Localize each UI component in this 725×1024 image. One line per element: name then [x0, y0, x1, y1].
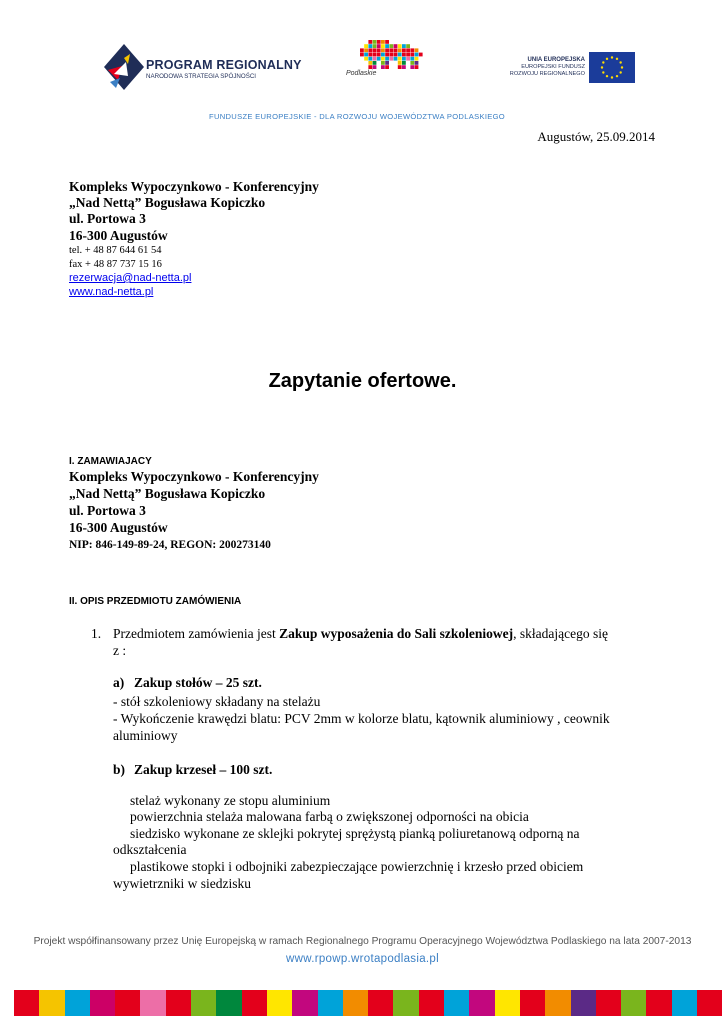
bison-tile — [377, 44, 381, 48]
eu-star — [619, 61, 621, 63]
section-2-heading: II. OPIS PRZEDMIOTU ZAMÓWIENIA — [69, 596, 242, 607]
eu-flag-icon — [589, 52, 635, 83]
item-b-line-5: plastikowe stopki i odbojniki zabezpieczające powierzchnię i krzesło przed obiciem — [130, 859, 584, 874]
bison-tile — [415, 48, 419, 52]
bison-tile — [402, 44, 406, 48]
buyer-line-1: Kompleks Wypoczynkowo - Konferencyjny — [69, 469, 319, 484]
bison-tile — [398, 57, 402, 61]
bison-tile — [373, 53, 377, 57]
item-a-label: a) — [113, 675, 125, 690]
stripe-block — [318, 990, 343, 1016]
item-a-title: Zakup stołów – 25 szt. — [134, 675, 262, 690]
bison-tile — [394, 48, 398, 52]
bison-tile — [373, 48, 377, 52]
bison-tile — [406, 48, 410, 52]
section-1-heading: I. ZAMAWIAJACY — [69, 456, 152, 467]
item-b-line-1: stelaż wykonany ze stopu aluminium — [130, 793, 331, 808]
bison-tile — [410, 53, 414, 57]
bison-tile — [402, 61, 406, 65]
bison-tile — [364, 57, 368, 61]
item-b-title: Zakup krzeseł – 100 szt. — [134, 762, 273, 777]
bison-tile — [368, 48, 372, 52]
bison-tile — [381, 48, 385, 52]
email-link[interactable]: rezerwacja@nad-netta.pl — [69, 272, 192, 284]
eu-star — [602, 61, 604, 63]
bison-tile — [381, 40, 385, 44]
bison-tile — [419, 53, 423, 57]
eu-star — [621, 66, 623, 68]
bison-tile — [381, 44, 385, 48]
sender-fax: fax + 48 87 737 15 16 — [69, 259, 162, 270]
bison-tile — [377, 40, 381, 44]
item-1-continuation: z : — [113, 643, 127, 658]
bison-tile — [406, 44, 410, 48]
eu-star — [619, 71, 621, 73]
bison-tile — [394, 44, 398, 48]
document-date: Augustów, 25.09.2014 — [537, 129, 655, 144]
stripe-block — [140, 990, 165, 1016]
stripe-block — [672, 990, 697, 1016]
bison-tile — [410, 48, 414, 52]
item-1-pre: Przedmiotem zamówienia jest — [113, 626, 280, 641]
bison-tile — [368, 53, 372, 57]
footer-cofinancing-text: Projekt współfinansowany przez Unię Europejską w ramach Regionalnego Programu Operacyjnego Województwa Podlaskiego na lata 2007-2013 — [33, 936, 692, 947]
bison-tile — [368, 65, 372, 69]
footer-color-stripe — [14, 990, 722, 1016]
eu-fund-label — [493, 57, 585, 78]
bison-tile — [394, 57, 398, 61]
bison-tile — [373, 61, 377, 65]
stripe-block — [267, 990, 292, 1016]
stripe-block — [65, 990, 90, 1016]
bison-tile — [381, 61, 385, 65]
stripe-block — [545, 990, 570, 1016]
eu-star — [601, 66, 603, 68]
bison-tile — [368, 61, 372, 65]
item-1-post: , składającego się — [513, 626, 608, 641]
item-1-text — [113, 626, 608, 643]
bison-tile — [410, 57, 414, 61]
bison-tile — [381, 65, 385, 69]
buyer-line-4: 16-300 Augustów — [69, 520, 168, 535]
stripe-block — [216, 990, 241, 1016]
bison-tile — [385, 44, 389, 48]
bison-tile — [406, 53, 410, 57]
bison-tile — [373, 44, 377, 48]
stripe-block — [242, 990, 267, 1016]
bison-tile — [364, 44, 368, 48]
bison-tile — [402, 65, 406, 69]
stripe-block — [697, 990, 722, 1016]
item-b-line-3: siedzisko wykonane ze sklejki pokrytej sprężystą pianką poliuretanową odporną na — [130, 826, 580, 841]
website-link[interactable]: www.nad-netta.pl — [69, 286, 154, 298]
bison-tile — [381, 57, 385, 61]
stripe-block — [90, 990, 115, 1016]
bison-tile — [381, 53, 385, 57]
bison-tile — [377, 53, 381, 57]
bison-tile — [373, 57, 377, 61]
buyer-nip-regon: NIP: 846-149-89-24, REGON: 200273140 — [69, 539, 271, 551]
buyer-line-2: „Nad Nettą” Bogusława Kopiczko — [69, 486, 266, 501]
bison-tile — [402, 53, 406, 57]
program-title: PROGRAM REGIONALNY — [146, 58, 302, 72]
stripe-block — [571, 990, 596, 1016]
bison-tile — [373, 65, 377, 69]
sender-line-1: Kompleks Wypoczynkowo - Konferencyjny — [69, 179, 319, 194]
stripe-block — [621, 990, 646, 1016]
stripe-block — [444, 990, 469, 1016]
buyer-line-3: ul. Portowa 3 — [69, 503, 146, 518]
bison-tile — [389, 44, 393, 48]
eu-star — [611, 76, 613, 78]
bison-tile — [389, 48, 393, 52]
item-1-bold: Zakup wyposażenia do Sali szkoleniowej — [279, 626, 514, 641]
item-b-line-4: odkształcenia — [113, 842, 187, 857]
bison-tile — [373, 40, 377, 44]
stripe-block — [520, 990, 545, 1016]
sender-line-2: „Nad Nettą” Bogusława Kopiczko — [69, 195, 266, 210]
item-1-number: 1. — [91, 626, 102, 641]
stripe-block — [596, 990, 621, 1016]
stripe-block — [368, 990, 393, 1016]
stripe-block — [646, 990, 671, 1016]
bison-tile — [398, 61, 402, 65]
stripe-block — [14, 990, 39, 1016]
bison-tile — [360, 53, 364, 57]
stripe-block — [495, 990, 520, 1016]
bison-tile — [377, 57, 381, 61]
eu-star — [606, 58, 608, 60]
program-regionalny-logo-icon — [104, 44, 144, 90]
stripe-block — [191, 990, 216, 1016]
item-a-line-3: aluminiowy — [113, 728, 178, 743]
bison-tile — [385, 65, 389, 69]
eu-line-2: EUROPEJSKI FUNDUSZ — [521, 64, 585, 70]
eu-line-3: ROZWOJU REGIONALNEGO — [509, 71, 585, 77]
bison-tile — [415, 53, 419, 57]
bison-tile — [360, 48, 364, 52]
bison-tile — [368, 44, 372, 48]
sender-line-3: ul. Portowa 3 — [69, 211, 146, 226]
bison-tile — [389, 53, 393, 57]
bison-tile — [398, 44, 402, 48]
item-a-line-2: - Wykończenie krawędzi blatu: PCV 2mm w kolorze blatu, kątownik aluminiowy , ceownik — [113, 711, 610, 726]
bison-tile — [377, 48, 381, 52]
stripe-block — [393, 990, 418, 1016]
bison-tile — [394, 53, 398, 57]
bison-tile — [398, 48, 402, 52]
item-b-line-2: powierzchnia stelaża malowana farbą o zwiększonej odporności na obicia — [130, 809, 529, 824]
eu-star — [602, 71, 604, 73]
bison-tile — [364, 53, 368, 57]
bison-tile — [368, 40, 372, 44]
stripe-block — [292, 990, 317, 1016]
sender-tel: tel. + 48 87 644 61 54 — [69, 245, 162, 256]
eu-star — [611, 56, 613, 58]
program-subtitle: NARODOWA STRATEGIA SPÓJNOŚCI — [146, 73, 257, 80]
bison-tile — [402, 48, 406, 52]
podlaskie-label: Podlaskie — [346, 70, 377, 77]
tagline: FUNDUSZE EUROPEJSKIE - DLA ROZWOJU WOJEWÓDZTWA PODLASKIEGO — [209, 112, 506, 121]
eu-line-1: UNIA EUROPEJSKA — [527, 57, 585, 63]
bison-tile — [385, 57, 389, 61]
stripe-block — [343, 990, 368, 1016]
bison-tile — [389, 57, 393, 61]
bison-tile — [398, 65, 402, 69]
stripe-block — [469, 990, 494, 1016]
eu-star — [606, 75, 608, 77]
bison-tile — [415, 57, 419, 61]
item-b-label: b) — [113, 762, 126, 777]
bison-tile — [410, 61, 414, 65]
item-b-line-6: wywietrzniki w siedzisku — [113, 876, 251, 891]
sender-line-4: 16-300 Augustów — [69, 228, 168, 243]
bison-tile — [385, 53, 389, 57]
bison-tile — [415, 61, 419, 65]
bison-tile — [385, 48, 389, 52]
stripe-block — [115, 990, 140, 1016]
eu-star — [616, 75, 618, 77]
bison-tile — [402, 57, 406, 61]
bison-tile — [368, 57, 372, 61]
bison-tile — [385, 61, 389, 65]
item-a-line-1: - stół szkoleniowy składany na stelażu — [113, 694, 321, 709]
stripe-block — [166, 990, 191, 1016]
footer-url-link[interactable]: www.rpowp.wrotapodlasia.pl — [286, 953, 439, 965]
bison-tile — [406, 57, 410, 61]
stripe-block — [419, 990, 444, 1016]
bison-tile — [385, 40, 389, 44]
stripe-block — [39, 990, 64, 1016]
bison-tile — [364, 48, 368, 52]
document-title: Zapytanie ofertowe. — [268, 370, 457, 392]
bison-tile — [398, 53, 402, 57]
eu-star — [616, 58, 618, 60]
bison-tile — [410, 65, 414, 69]
bison-tile — [415, 65, 419, 69]
